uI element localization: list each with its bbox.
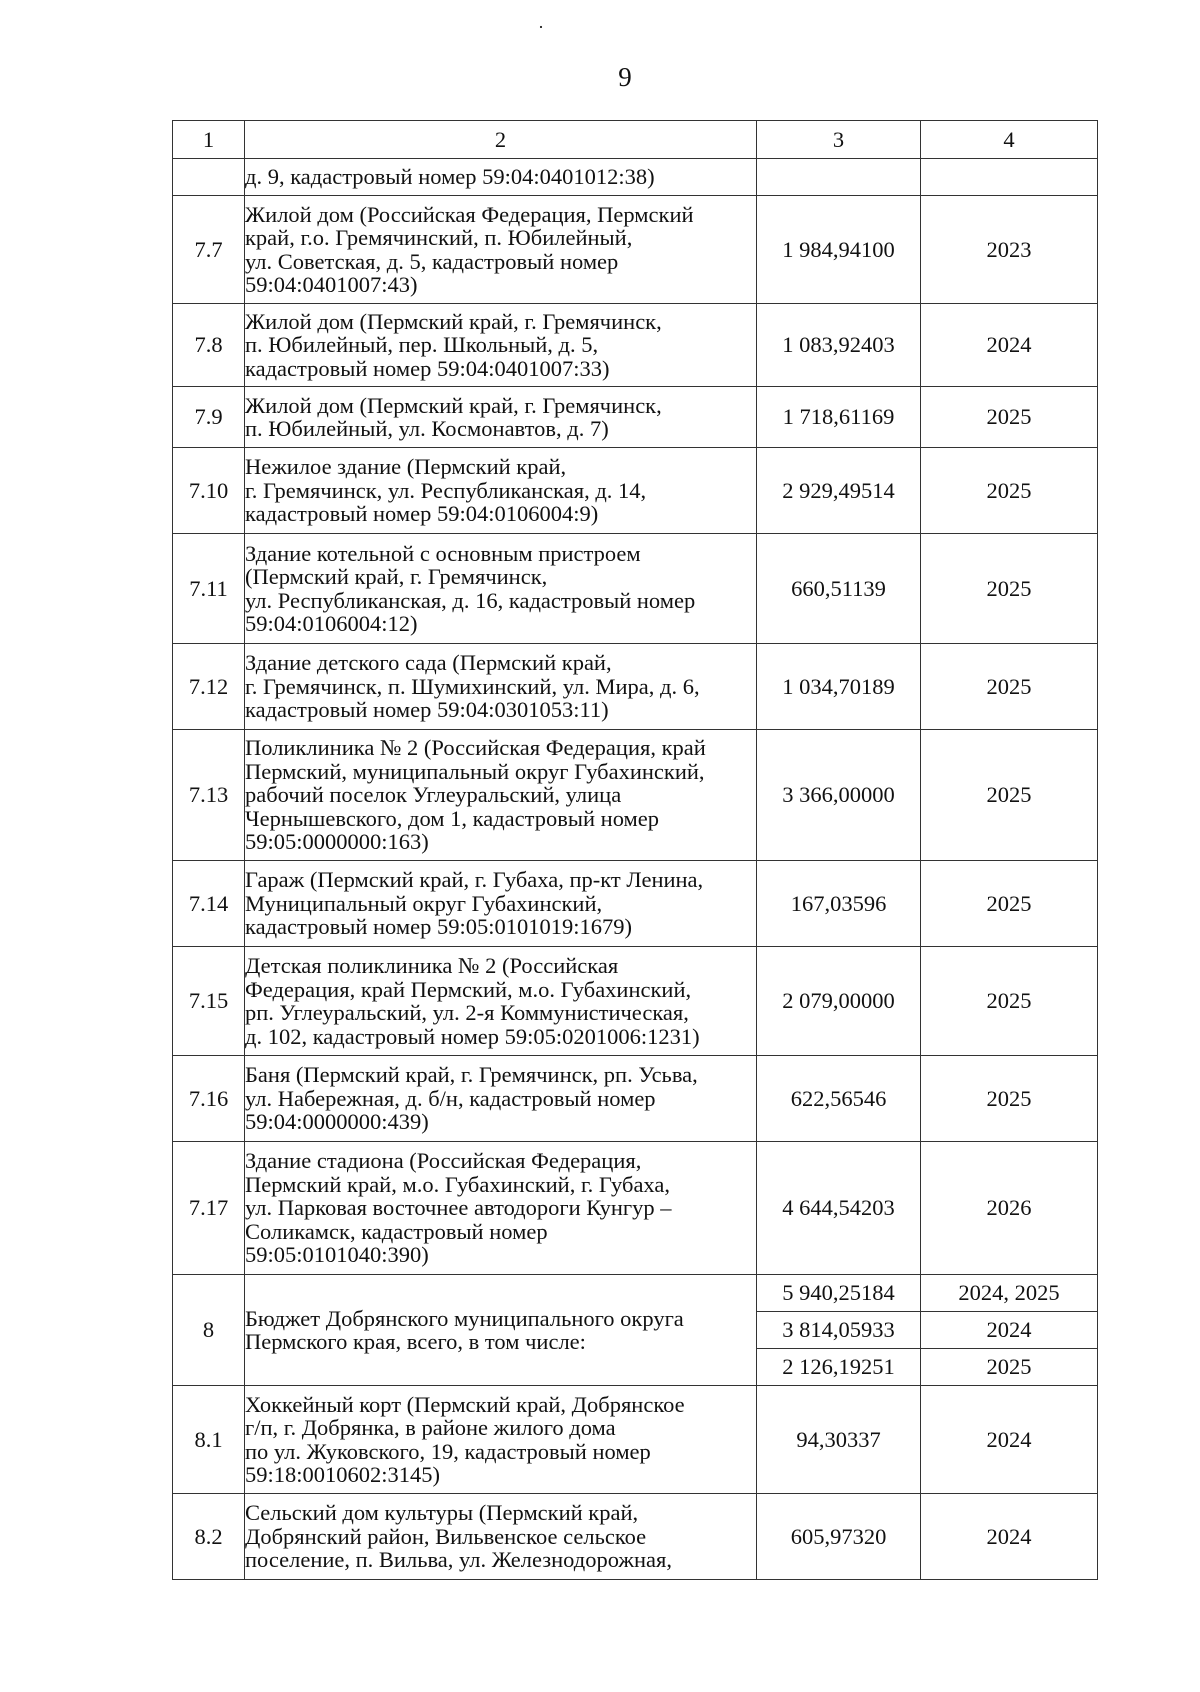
desc-line: Соликамск, кадастровый номер (245, 1218, 548, 1244)
row-year-cell: 2025 (921, 861, 1098, 947)
desc-line: Здание детского сада (Пермский край, (245, 650, 612, 676)
row-year-cell: 2025 (921, 448, 1098, 534)
desc-line: п. Юбилейный, пер. Школьный, д. 5, (245, 332, 599, 358)
row-description-cell (245, 387, 757, 448)
desc-line: ул. Советская, д. 5, кадастровый номер (245, 248, 619, 274)
property-table (172, 120, 1098, 1580)
row-value-cell: 3 366,00000 (757, 730, 921, 861)
row-value-cell: 2 929,49514 (757, 448, 921, 534)
table-row (173, 730, 1098, 861)
table-header-row (173, 121, 1098, 159)
header-cell-2: 2 (245, 121, 757, 159)
row-number-cell: 7.7 (173, 196, 245, 304)
budget-year-cell: 2025 (921, 1349, 1098, 1386)
budget-subrow (173, 1275, 1098, 1312)
row-year-cell: 2026 (921, 1142, 1098, 1275)
stray-mark: · (538, 17, 544, 37)
row-number-cell: 7.11 (173, 534, 245, 644)
desc-line: Жилой дом (Пермский край, г. Гремячинск, (245, 308, 662, 334)
desc-line: Сельский дом культуры (Пермский край, (245, 1500, 639, 1526)
desc-line: Баня (Пермский край, г. Гремячинск, рп. Усьва, (245, 1062, 698, 1088)
row-number-cell: 7.15 (173, 947, 245, 1056)
desc-line: Хоккейный корт (Пермский край, Добрянское (245, 1391, 685, 1417)
budget-number-cell: 8 (173, 1275, 245, 1386)
table-row (173, 196, 1098, 304)
row-description-cell (245, 644, 757, 730)
row-value-cell: 605,97320 (757, 1494, 921, 1580)
row-number-cell: 7.14 (173, 861, 245, 947)
row-description-cell (245, 861, 757, 947)
row-year-cell: 2025 (921, 730, 1098, 861)
desc-line: п. Юбилейный, ул. Космонавтов, д. 7) (245, 416, 609, 441)
desc-line: Пермского края, всего, в том числе: (245, 1329, 586, 1354)
desc-line: 59:18:0010602:3145) (245, 1462, 440, 1487)
continuation-row (173, 159, 1098, 196)
row-description-cell (245, 1494, 757, 1580)
desc-line: Муниципальный округ Губахинский, (245, 890, 603, 916)
row-year-cell: 2024 (921, 1386, 1098, 1494)
row-description-cell (245, 730, 757, 861)
row-value-cell: 1 083,92403 (757, 304, 921, 387)
desc-line: Добрянский район, Вильвенское сельское (245, 1523, 647, 1549)
desc-line: Гараж (Пермский край, г. Губаха, пр-кт Ленина, (245, 867, 704, 893)
desc-line: рабочий поселок Углеуральский, улица (245, 782, 622, 808)
table-row (173, 644, 1098, 730)
desc-line: рп. Углеуральский, ул. 2-я Коммунистическая, (245, 1000, 689, 1025)
budget-value-cell: 3 814,05933 (757, 1312, 921, 1349)
row-year-cell: 2025 (921, 387, 1098, 448)
desc-line: край, г.о. Гремячинский, п. Юбилейный, (245, 225, 633, 250)
budget-value-cell: 2 126,19251 (757, 1349, 921, 1386)
desc-line: кадастровый номер 59:04:0301053:11) (245, 697, 609, 723)
desc-line: Здание стадиона (Российская Федерация, (245, 1148, 642, 1174)
row-value-cell: 167,03596 (757, 861, 921, 947)
header-cell-3: 3 (757, 121, 921, 159)
desc-line: ул. Парковая восточнее автодороги Кунгур – (245, 1195, 672, 1221)
row-year-cell: 2024 (921, 1494, 1098, 1580)
desc-line: Бюджет Добрянского муниципального округа (245, 1305, 684, 1331)
row-year-cell: 2025 (921, 1056, 1098, 1142)
desc-line: ул. Республиканская, д. 16, кадастровый номер (245, 587, 696, 613)
row-year-cell: 2023 (921, 196, 1098, 304)
desc-line: по ул. Жуковского, 19, кадастровый номер (245, 1438, 651, 1464)
row-year-cell: 2024 (921, 304, 1098, 387)
desc-line: 59:04:0401007:43) (245, 272, 418, 297)
row-number-cell: 8.2 (173, 1494, 245, 1580)
row-number-cell: 7.8 (173, 304, 245, 387)
continuation-num-cell (173, 159, 245, 196)
row-value-cell: 1 718,61169 (757, 387, 921, 448)
row-number-cell: 7.12 (173, 644, 245, 730)
table-row (173, 304, 1098, 387)
row-value-cell: 622,56546 (757, 1056, 921, 1142)
desc-line: 59:04:0106004:12) (245, 611, 418, 636)
desc-line: поселение, п. Вильва, ул. Железнодорожная, (245, 1547, 672, 1573)
page-number: 9 (618, 62, 632, 92)
desc-line: Детская поликлиника № 2 (Российская (245, 953, 619, 978)
continuation-year-cell (921, 159, 1098, 196)
desc-line: кадастровый номер 59:04:0401007:33) (245, 355, 610, 381)
row-value-cell: 1 984,94100 (757, 196, 921, 304)
row-value-cell: 94,30337 (757, 1386, 921, 1494)
row-number-cell: 7.13 (173, 730, 245, 861)
budget-year-cell: 2024, 2025 (921, 1275, 1098, 1312)
desc-line: Федерация, край Пермский, м.о. Губахинский, (245, 976, 692, 1002)
row-number-cell: 7.16 (173, 1056, 245, 1142)
desc-line: кадастровый номер 59:04:0106004:9) (245, 501, 599, 527)
row-year-cell: 2025 (921, 644, 1098, 730)
row-description-cell (245, 196, 757, 304)
row-number-cell: 7.9 (173, 387, 245, 448)
desc-line: Жилой дом (Пермский край, г. Гремячинск, (245, 392, 662, 418)
table-row (173, 448, 1098, 534)
table-row (173, 1494, 1098, 1580)
desc-line: (Пермский край, г. Гремячинск, (245, 564, 548, 589)
row-value-cell: 1 034,70189 (757, 644, 921, 730)
table-row (173, 1056, 1098, 1142)
desc-line: г. Гремячинск, ул. Республиканская, д. 14, (245, 477, 647, 503)
desc-line: 59:05:0000000:163) (245, 829, 429, 855)
row-year-cell: 2025 (921, 947, 1098, 1056)
row-description-cell (245, 947, 757, 1056)
row-value-cell: 4 644,54203 (757, 1142, 921, 1275)
table-row (173, 947, 1098, 1056)
row-value-cell: 2 079,00000 (757, 947, 921, 1056)
desc-line: Здание котельной с основным пристроем (245, 540, 641, 566)
continuation-value-cell (757, 159, 921, 196)
row-description-cell (245, 304, 757, 387)
desc-line: ул. Набережная, д. б/н, кадастровый номер (245, 1085, 656, 1111)
budget-year-cell: 2024 (921, 1312, 1098, 1349)
desc-line: кадастровый номер 59:05:0101019:1679) (245, 914, 632, 940)
desc-line: Чернышевского, дом 1, кадастровый номер (245, 805, 659, 831)
row-description-cell (245, 534, 757, 644)
desc-line: 59:05:0101040:390) (245, 1242, 429, 1268)
desc-line: 59:04:0000000:439) (245, 1109, 429, 1135)
table-row (173, 861, 1098, 947)
row-description-cell (245, 1056, 757, 1142)
row-description-cell (245, 1386, 757, 1494)
budget-value-cell: 5 940,25184 (757, 1275, 921, 1312)
desc-line: Жилой дом (Российская Федерация, Пермский (245, 201, 694, 227)
row-number-cell: 7.10 (173, 448, 245, 534)
header-cell-4: 4 (921, 121, 1098, 159)
table-row (173, 1142, 1098, 1275)
desc-line: г/п, г. Добрянка, в районе жилого дома (245, 1415, 616, 1440)
header-cell-1: 1 (173, 121, 245, 159)
desc-line: д. 102, кадастровый номер 59:05:0201006:1231) (245, 1023, 700, 1049)
desc-line: г. Гремячинск, п. Шумихинский, ул. Мира, д. 6, (245, 673, 700, 699)
desc-line: Пермский край, м.о. Губахинский, г. Губаха, (245, 1171, 670, 1197)
desc-line: Пермский, муниципальный округ Губахинский, (245, 758, 705, 784)
row-number-cell: 7.17 (173, 1142, 245, 1275)
desc-line: Нежилое здание (Пермский край, (245, 454, 567, 480)
continuation-desc-cell: д. 9, кадастровый номер 59:04:0401012:38) (245, 159, 757, 196)
row-description-cell (245, 448, 757, 534)
table-row (173, 1386, 1098, 1494)
table-row (173, 534, 1098, 644)
row-number-cell: 8.1 (173, 1386, 245, 1494)
row-value-cell: 660,51139 (757, 534, 921, 644)
table-row (173, 387, 1098, 448)
budget-description-cell (245, 1275, 757, 1386)
row-description-cell (245, 1142, 757, 1275)
row-year-cell: 2025 (921, 534, 1098, 644)
desc-line: Поликлиника № 2 (Российская Федерация, край (245, 735, 706, 761)
